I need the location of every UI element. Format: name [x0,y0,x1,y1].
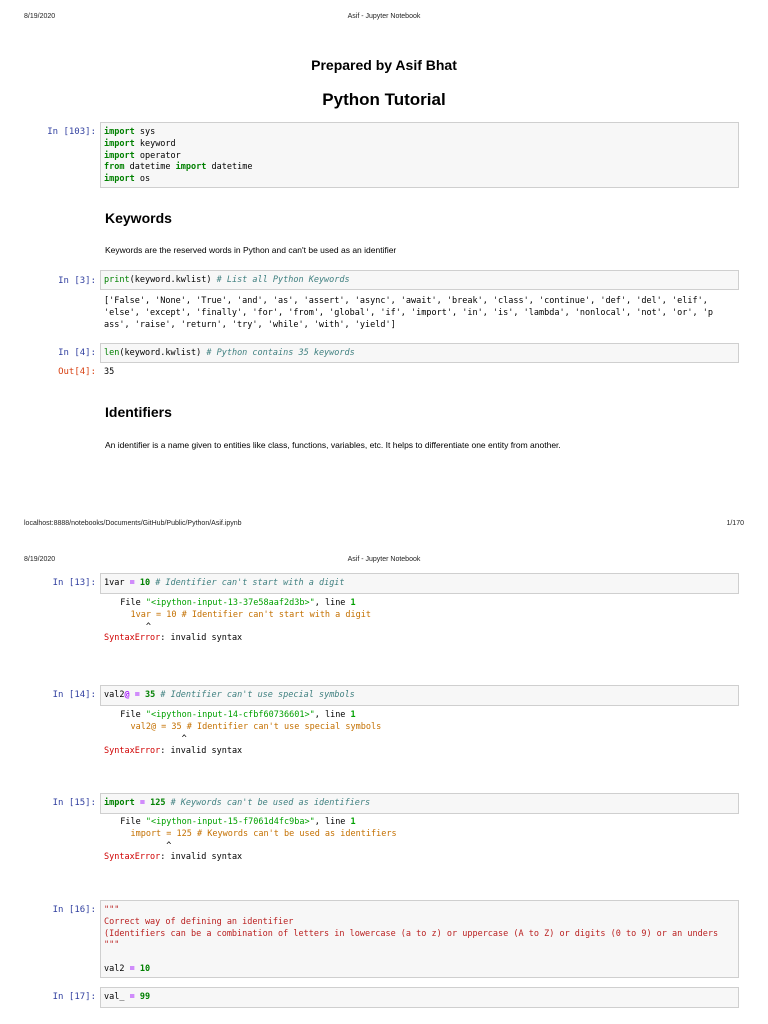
code-token: len [104,348,120,358]
author-line: Prepared by Asif Bhat [311,57,457,73]
code-token: val2 [104,690,125,700]
tb-token: , line [314,710,351,720]
code-token: import [104,150,135,161]
output-prompt: Out[4]: [58,367,96,377]
code-token: print [104,275,130,285]
code-comment: # Identifier can't use special symbols [155,690,355,700]
tb-code-line: val2@ = 35 # Identifier can't use special symbols [110,721,382,732]
code-input[interactable] [104,348,355,360]
code-comment: # Python contains 35 keywords [206,348,355,358]
page2-date: 8/19/2020 [24,556,56,563]
cell-prompt: In [16]: [52,905,96,915]
tb-token: "<ipython-input-14-cfbf60736601>" [145,710,315,720]
page1-footer-url: localhost:8888/notebooks/Documents/GitHub/Public/Python/Asif.ipynb [24,520,242,527]
error-type: SyntaxError [104,633,161,643]
page-title: Python Tutorial [322,90,446,109]
tb-caret: ^ [110,840,172,851]
code-token: import [104,127,135,137]
tb-token: File [110,598,146,608]
code-token: 1var [104,578,130,588]
code-token: 10 [134,963,151,974]
code-token: @ [124,690,130,700]
code-cell[interactable] [100,987,739,1008]
code-comment: # List all Python Keywords [216,275,350,285]
tb-token: 1 [350,598,356,608]
tb-token: "<ipython-input-15-f7061d4fc9ba>" [145,817,315,827]
code-token: os [134,174,151,185]
cell-output: 35 [104,367,115,377]
code-token: 99 [134,992,151,1002]
cell-prompt: In [103]: [47,127,96,137]
code-comment: # Keywords can't be used as identifiers [165,798,371,808]
code-token: = [129,578,135,588]
error-message: : invalid syntax [160,746,243,756]
code-token: import [175,162,207,173]
identifiers-paragraph: An identifier is a name given to entities like class, functions, variables, etc. It helps to differentiate one entity from another. [105,440,561,450]
code-input[interactable] [104,275,350,287]
code-docstring: (Identifiers can be a combination of letters in lowercase (a to z) or uppercase (A to Z) or digits (0 to 9) or an unders [104,928,719,939]
code-token: 125 [144,798,166,808]
page1-footer-page: 1/170 [726,520,744,527]
code-token: = [129,690,140,700]
tb-token: "<ipython-input-13-37e58aaf2d3b>" [145,598,315,608]
error-type: SyntaxError [104,852,161,862]
code-input[interactable] [104,798,370,810]
traceback [110,710,381,745]
error-message: : invalid syntax [160,633,243,643]
code-token: keyword [134,138,176,149]
page1-date: 8/19/2020 [24,13,56,20]
code-token: 10 [134,578,151,588]
code-token: datetime [124,162,176,173]
traceback [110,598,371,633]
cell-prompt: In [3]: [58,276,96,286]
code-token: = [129,992,135,1002]
tb-caret: ^ [110,621,151,632]
page2-header-title: Asif - Jupyter Notebook [347,556,421,563]
code-token: import [104,174,135,185]
identifiers-heading: Identifiers [105,404,172,420]
cell-prompt: In [14]: [52,690,96,700]
code-token: = [129,963,135,974]
keywords-heading: Keywords [105,210,172,226]
tb-token: , line [314,817,351,827]
code-token: val_ [104,992,130,1002]
traceback-error [104,746,242,758]
tb-caret: ^ [110,733,187,744]
traceback-error [104,852,242,864]
code-token: sys [134,127,156,137]
cell-prompt: In [15]: [52,798,96,808]
code-cell[interactable] [100,900,739,978]
tb-token: 1 [350,710,356,720]
code-token: (keyword.kwlist) [119,348,207,358]
code-token: import [104,138,135,149]
tb-token: 1 [350,817,356,827]
code-token: from [104,162,125,173]
error-message: : invalid syntax [160,852,243,862]
page1-header-title: Asif - Jupyter Notebook [347,13,421,20]
code-comment: # Identifier can't start with a digit [150,578,345,588]
code-token: 35 [139,690,156,700]
traceback-error [104,633,242,645]
code-token: (keyword.kwlist) [129,275,217,285]
code-input[interactable] [104,578,345,590]
error-type: SyntaxError [104,746,161,756]
tb-token: File [110,710,146,720]
code-token: datetime [206,162,253,173]
code-token: operator [134,150,181,161]
tb-code-line: 1var = 10 # Identifier can't start with a digit [110,609,371,620]
cell-prompt: In [13]: [52,578,96,588]
code-input[interactable] [104,127,252,186]
cell-prompt: In [17]: [52,992,96,1002]
cell-output: ['False', 'None', 'True', 'and', 'as', 'assert', 'async', 'await', 'break', 'class', 'continue', 'def', 'del', 'elif', 'else', 'except', 'finally', 'for', 'from', 'global', 'if', 'import', 'in', 'is', 'lambda', 'nonlocal', 'not', 'or', 'p ass', 'raise', 'return', 'try', 'while', 'with', 'yield'] [104,296,713,330]
code-token: """ [104,905,120,915]
keywords-paragraph: Keywords are the reserved words in Python and can't be used as an identifier [105,245,397,255]
tb-code-line: import = 125 # Keywords can't be used as identifiers [110,828,397,839]
code-token: import [104,798,135,808]
code-token: val2 [104,963,130,974]
code-token: = [134,798,145,808]
code-input[interactable] [104,690,355,702]
code-input[interactable] [104,992,150,1004]
code-input[interactable] [104,905,718,976]
cell-prompt: In [4]: [58,348,96,358]
code-token: """ [104,940,120,951]
traceback [110,817,397,852]
code-docstring: Correct way of defining an identifier [104,916,294,927]
tb-token: File [110,817,146,827]
tb-token: , line [314,598,351,608]
